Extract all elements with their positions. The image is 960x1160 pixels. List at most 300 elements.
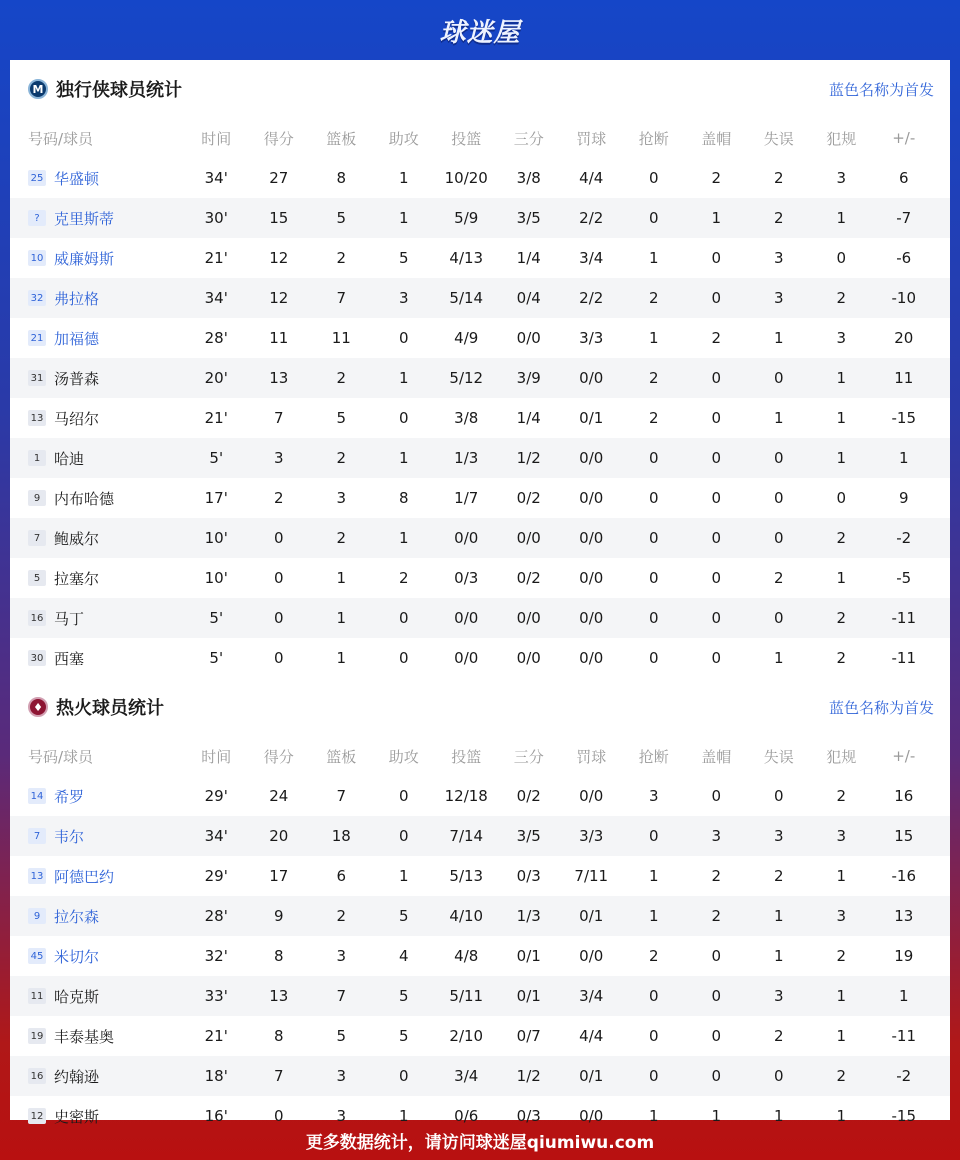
stat-cell: 12 xyxy=(269,289,289,307)
stat-cell: 2 xyxy=(773,1027,784,1045)
stat-cell: 3/8 xyxy=(516,169,541,187)
stat-cell: 3 xyxy=(836,169,847,187)
stat-cell: 1 xyxy=(336,649,347,667)
stat-cell: 1 xyxy=(648,907,659,925)
stat-cell: 1 xyxy=(773,649,784,667)
column-header[interactable]: 时间 xyxy=(201,747,232,766)
stat-cell: 4/10 xyxy=(449,907,484,925)
stat-cell: 5/11 xyxy=(449,987,484,1005)
jersey-number-badge: 9 xyxy=(28,490,46,506)
stat-cell: 2 xyxy=(336,529,347,547)
player-row[interactable] xyxy=(10,598,950,638)
stat-cell: 5 xyxy=(336,1027,347,1045)
player-row[interactable] xyxy=(10,478,950,518)
stat-cell: 2/10 xyxy=(449,1027,484,1045)
stat-cell: 1 xyxy=(398,369,409,387)
stat-cell: -2 xyxy=(896,1067,912,1085)
stat-cell: 15 xyxy=(894,827,914,845)
column-header[interactable]: 犯规 xyxy=(826,129,857,148)
stat-cell: 0/0 xyxy=(516,529,541,547)
stat-cell: 27 xyxy=(269,169,289,187)
player-cell xyxy=(10,168,185,189)
player-name[interactable]: 米切尔 xyxy=(54,947,100,966)
stat-cell: 0/3 xyxy=(454,569,479,587)
stat-cell: 1 xyxy=(836,1107,847,1125)
stat-cell: 28' xyxy=(204,329,228,347)
column-header[interactable]: +/- xyxy=(892,747,916,765)
stat-cell: 34' xyxy=(204,827,228,845)
player-row[interactable] xyxy=(10,976,950,1016)
player-cell xyxy=(10,368,185,389)
stat-cell: 9 xyxy=(273,907,284,925)
stat-cell: 3/4 xyxy=(454,1067,479,1085)
stat-cell: 2 xyxy=(836,609,847,627)
jersey-number-badge: 13 xyxy=(28,868,46,884)
stat-cell: 0 xyxy=(836,249,847,267)
stat-cell: 0/0 xyxy=(579,529,604,547)
stat-cell: 7 xyxy=(273,1067,284,1085)
column-header[interactable]: 时间 xyxy=(201,129,232,148)
stat-cell: 24 xyxy=(269,787,289,805)
stat-cell: 0/0 xyxy=(579,787,604,805)
jersey-number-badge: 5 xyxy=(28,570,46,586)
stat-cell: 2 xyxy=(648,947,659,965)
stat-cell: 5' xyxy=(209,609,224,627)
stat-cell: 1/3 xyxy=(454,449,479,467)
player-cell xyxy=(10,248,185,269)
player-row[interactable] xyxy=(10,158,950,198)
stat-cell: 3 xyxy=(273,449,284,467)
stat-cell: 11 xyxy=(331,329,351,347)
stat-cell: 2 xyxy=(711,907,722,925)
jersey-number-badge: 31 xyxy=(28,370,46,386)
stat-cell: 1 xyxy=(898,987,909,1005)
player-name[interactable]: 拉塞尔 xyxy=(54,569,100,588)
player-name[interactable]: 韦尔 xyxy=(54,827,85,846)
player-name[interactable]: 克里斯蒂 xyxy=(54,209,115,228)
stat-cell: 0 xyxy=(711,529,722,547)
player-row[interactable] xyxy=(10,558,950,598)
player-row[interactable] xyxy=(10,278,950,318)
stat-cell: 1 xyxy=(398,209,409,227)
stat-cell: 0/6 xyxy=(454,1107,479,1125)
stat-cell: 3 xyxy=(336,1107,347,1125)
stat-cell: 2 xyxy=(836,649,847,667)
stat-cell: 12/18 xyxy=(444,787,488,805)
stat-cell: 0 xyxy=(273,609,284,627)
stat-cell: -15 xyxy=(891,1107,916,1125)
stat-cell: 0 xyxy=(398,787,409,805)
stat-cell: 0/1 xyxy=(516,947,541,965)
stat-cell: 3 xyxy=(336,489,347,507)
stat-cell: 2 xyxy=(648,369,659,387)
jersey-number-badge: ? xyxy=(28,210,46,226)
player-cell xyxy=(10,906,185,927)
stat-cell: 1 xyxy=(398,529,409,547)
stat-cell: 0 xyxy=(711,249,722,267)
stat-cell: 3 xyxy=(836,907,847,925)
player-name[interactable]: 史密斯 xyxy=(54,1107,100,1126)
stat-cell: 1 xyxy=(836,209,847,227)
column-header[interactable]: 得分 xyxy=(263,129,294,148)
stat-cell: 21' xyxy=(204,249,228,267)
player-row[interactable] xyxy=(10,936,950,976)
jersey-number-badge: 32 xyxy=(28,290,46,306)
player-row[interactable] xyxy=(10,318,950,358)
column-header[interactable]: 抢断 xyxy=(638,747,669,766)
stat-cell: 0/0 xyxy=(579,649,604,667)
stat-cell: 2 xyxy=(836,947,847,965)
column-header[interactable]: 三分 xyxy=(513,129,544,148)
stat-cell: 0 xyxy=(711,569,722,587)
stat-cell: 5' xyxy=(209,449,224,467)
stat-cell: 7 xyxy=(336,289,347,307)
stat-cell: 5/9 xyxy=(454,209,479,227)
column-header[interactable]: 三分 xyxy=(513,747,544,766)
stat-cell: 1 xyxy=(648,329,659,347)
stat-cell: 1 xyxy=(336,609,347,627)
player-name[interactable]: 希罗 xyxy=(54,787,85,806)
stat-cell: -6 xyxy=(896,249,912,267)
stat-cell: 13 xyxy=(269,987,289,1005)
stat-cell: 3/3 xyxy=(579,329,604,347)
player-cell xyxy=(10,448,185,469)
player-name[interactable]: 鲍威尔 xyxy=(54,529,100,548)
stat-cell: 2 xyxy=(836,289,847,307)
player-row[interactable] xyxy=(10,638,950,678)
jersey-number-badge: 14 xyxy=(28,788,46,804)
starter-note: 蓝色名称为首发 xyxy=(828,80,934,99)
player-name[interactable]: 加福德 xyxy=(54,329,100,348)
player-cell xyxy=(10,986,185,1007)
stat-cell: 0 xyxy=(648,1067,659,1085)
player-name[interactable]: 哈克斯 xyxy=(54,987,100,1006)
stat-cell: 0 xyxy=(648,449,659,467)
mavericks-logo-icon: M xyxy=(28,79,48,99)
stat-cell: 12 xyxy=(269,249,289,267)
stat-cell: 3 xyxy=(773,249,784,267)
player-name[interactable]: 弗拉格 xyxy=(54,289,100,308)
stat-cell: 2 xyxy=(711,867,722,885)
stat-cell: -11 xyxy=(891,609,916,627)
stat-cell: 0/2 xyxy=(516,569,541,587)
stat-cell: 0 xyxy=(711,649,722,667)
stat-cell: 0 xyxy=(773,609,784,627)
stat-cell: 32' xyxy=(204,947,228,965)
stat-cell: 5/12 xyxy=(449,369,484,387)
column-header[interactable]: 失误 xyxy=(763,129,794,148)
stat-cell: 0/1 xyxy=(579,907,604,925)
stat-cell: 6 xyxy=(336,867,347,885)
player-name[interactable]: 约翰逊 xyxy=(54,1067,100,1086)
stat-cell: 1 xyxy=(773,409,784,427)
player-name[interactable]: 马丁 xyxy=(54,609,85,628)
stat-cell: 3/4 xyxy=(579,987,604,1005)
jersey-number-badge: 19 xyxy=(28,1028,46,1044)
stat-cell: -11 xyxy=(891,1027,916,1045)
section-header xyxy=(10,678,950,736)
stat-cell: 0/0 xyxy=(454,649,479,667)
brand-logo[interactable]: 球迷屋 xyxy=(439,17,521,48)
stat-cell: 17' xyxy=(204,489,228,507)
stat-cell: 10' xyxy=(204,529,228,547)
player-name[interactable]: 内布哈德 xyxy=(54,489,115,508)
stat-cell: 10/20 xyxy=(444,169,488,187)
player-row[interactable] xyxy=(10,1056,950,1096)
player-cell xyxy=(10,866,185,887)
stat-cell: 1 xyxy=(398,169,409,187)
stat-cell: 19 xyxy=(894,947,914,965)
stat-cell: 3 xyxy=(398,289,409,307)
player-name[interactable]: 华盛顿 xyxy=(54,169,100,188)
stat-cell: 1 xyxy=(836,867,847,885)
footer-link[interactable]: 更多数据统计，请访问球迷屋qiumiwu.com xyxy=(305,1132,655,1153)
stat-cell: 1 xyxy=(648,249,659,267)
stat-cell: 3/4 xyxy=(579,249,604,267)
stat-cell: 1 xyxy=(836,569,847,587)
stat-cell: 0/3 xyxy=(516,1107,541,1125)
stat-cell: 1/7 xyxy=(454,489,479,507)
jersey-number-badge: 45 xyxy=(28,948,46,964)
player-row[interactable] xyxy=(10,438,950,478)
jersey-number-badge: 10 xyxy=(28,250,46,266)
player-cell xyxy=(10,1066,185,1087)
stat-cell: 1 xyxy=(836,449,847,467)
player-cell xyxy=(10,608,185,629)
stat-cell: 3 xyxy=(773,987,784,1005)
stat-cell: 1 xyxy=(773,1107,784,1125)
player-row[interactable] xyxy=(10,198,950,238)
player-row[interactable] xyxy=(10,896,950,936)
player-row[interactable] xyxy=(10,1016,950,1056)
stat-cell: 33' xyxy=(204,987,228,1005)
column-header[interactable]: 盖帽 xyxy=(701,129,732,148)
column-header[interactable]: 罚球 xyxy=(576,747,607,766)
stat-cell: 9 xyxy=(898,489,909,507)
stat-cell: 0 xyxy=(648,609,659,627)
stat-cell: 2 xyxy=(648,289,659,307)
stat-cell: 17 xyxy=(269,867,289,885)
stat-cell: 3 xyxy=(711,827,722,845)
stat-cell: 3/5 xyxy=(516,209,541,227)
section-title: 独行侠球员统计 xyxy=(56,80,182,101)
jersey-number-badge: 7 xyxy=(28,828,46,844)
stat-cell: 0 xyxy=(711,987,722,1005)
stat-cell: 2/2 xyxy=(579,289,604,307)
stat-cell: 1/2 xyxy=(516,1067,541,1085)
stat-cell: 0/0 xyxy=(579,609,604,627)
stat-cell: 5/14 xyxy=(449,289,484,307)
stat-cell: 28' xyxy=(204,907,228,925)
column-header[interactable]: 失误 xyxy=(763,747,794,766)
column-header[interactable]: 助攻 xyxy=(388,747,419,766)
stat-cell: 0 xyxy=(648,987,659,1005)
stat-cell: 1 xyxy=(398,867,409,885)
player-row[interactable] xyxy=(10,816,950,856)
column-header[interactable]: 篮板 xyxy=(326,747,357,766)
stat-cell: 0 xyxy=(711,1067,722,1085)
stat-cell: 11 xyxy=(269,329,289,347)
player-row[interactable] xyxy=(10,856,950,896)
stat-cell: 2 xyxy=(773,867,784,885)
player-cell xyxy=(10,786,185,807)
stat-cell: 13 xyxy=(269,369,289,387)
player-cell xyxy=(10,528,185,549)
stat-cell: 0/0 xyxy=(454,609,479,627)
stat-cell: 3/3 xyxy=(579,827,604,845)
stat-cell: 2 xyxy=(273,489,284,507)
stat-cell: 0 xyxy=(398,827,409,845)
jersey-number-badge: 21 xyxy=(28,330,46,346)
stat-cell: 4/8 xyxy=(454,947,479,965)
stat-cell: 16 xyxy=(894,787,914,805)
player-name[interactable]: 西塞 xyxy=(54,649,85,668)
stat-cell: 4/4 xyxy=(579,1027,604,1045)
player-row[interactable] xyxy=(10,238,950,278)
stat-cell: 5 xyxy=(336,209,347,227)
stat-cell: 2 xyxy=(648,409,659,427)
stat-cell: 4/9 xyxy=(454,329,479,347)
player-row[interactable] xyxy=(10,518,950,558)
column-header[interactable]: +/- xyxy=(892,129,916,147)
column-header[interactable]: 助攻 xyxy=(388,129,419,148)
column-header[interactable]: 得分 xyxy=(263,747,294,766)
jersey-number-badge: 9 xyxy=(28,908,46,924)
player-row[interactable] xyxy=(10,398,950,438)
stat-cell: 0 xyxy=(648,1027,659,1045)
stat-cell: 1 xyxy=(773,947,784,965)
stat-cell: 0/0 xyxy=(579,569,604,587)
stat-cell: 0/0 xyxy=(516,649,541,667)
heat-logo-icon: ♦ xyxy=(28,697,48,717)
stat-cell: 1 xyxy=(648,1107,659,1125)
section-header xyxy=(10,60,950,118)
stat-cell: 0 xyxy=(398,1067,409,1085)
stat-cell: 0/1 xyxy=(516,987,541,1005)
stat-cell: 0 xyxy=(648,649,659,667)
stat-cell: 1 xyxy=(898,449,909,467)
stat-cell: 2 xyxy=(773,169,784,187)
stat-cell: 2 xyxy=(836,529,847,547)
stats-panel xyxy=(10,60,950,1126)
stat-cell: 2 xyxy=(336,369,347,387)
stat-cell: 0 xyxy=(648,529,659,547)
stat-cell: 0 xyxy=(773,449,784,467)
stat-cell: 0 xyxy=(273,529,284,547)
stat-cell: 0 xyxy=(648,827,659,845)
stat-cell: 4/4 xyxy=(579,169,604,187)
stat-cell: 1 xyxy=(836,369,847,387)
stat-cell: 0/0 xyxy=(516,329,541,347)
player-name[interactable]: 丰泰基奥 xyxy=(54,1027,115,1046)
stat-cell: 8 xyxy=(273,1027,284,1045)
stat-cell: 2 xyxy=(711,329,722,347)
stat-cell: 4 xyxy=(398,947,409,965)
stat-cell: -10 xyxy=(891,289,916,307)
player-name[interactable]: 马绍尔 xyxy=(54,409,100,428)
player-row[interactable] xyxy=(10,358,950,398)
player-name[interactable]: 哈迪 xyxy=(54,449,85,468)
stat-cell: 0 xyxy=(398,409,409,427)
stat-cell: 5' xyxy=(209,649,224,667)
column-header[interactable]: 号码/球员 xyxy=(28,129,94,148)
column-header[interactable]: 篮板 xyxy=(326,129,357,148)
stat-cell: 0 xyxy=(398,649,409,667)
stat-cell: 0 xyxy=(773,369,784,387)
column-header[interactable]: 投篮 xyxy=(451,129,482,148)
stat-cell: 8 xyxy=(398,489,409,507)
stat-cell: 0/2 xyxy=(516,787,541,805)
column-header[interactable]: 抢断 xyxy=(638,129,669,148)
player-name[interactable]: 阿德巴约 xyxy=(54,867,115,886)
stat-cell: 0 xyxy=(711,609,722,627)
stat-cell: 7 xyxy=(273,409,284,427)
player-name[interactable]: 威廉姆斯 xyxy=(54,249,115,268)
stat-cell: 5/13 xyxy=(449,867,484,885)
stat-cell: 29' xyxy=(204,787,228,805)
stat-cell: 1 xyxy=(836,1027,847,1045)
stat-cell: 0/0 xyxy=(579,947,604,965)
stat-cell: 1/2 xyxy=(516,449,541,467)
stat-cell: 1 xyxy=(336,569,347,587)
column-header[interactable]: 犯规 xyxy=(826,747,857,766)
stat-cell: 0 xyxy=(648,489,659,507)
column-header[interactable]: 号码/球员 xyxy=(28,747,94,766)
jersey-number-badge: 16 xyxy=(28,1068,46,1084)
stat-cell: -16 xyxy=(891,867,916,885)
stat-cell: 2 xyxy=(336,449,347,467)
stat-cell: 10' xyxy=(204,569,228,587)
stat-cell: 0 xyxy=(711,947,722,965)
stat-cell: 2 xyxy=(836,1067,847,1085)
column-header[interactable]: 罚球 xyxy=(576,129,607,148)
stat-cell: 34' xyxy=(204,289,228,307)
jersey-number-badge: 12 xyxy=(28,1108,46,1124)
column-header[interactable]: 投篮 xyxy=(451,747,482,766)
jersey-number-badge: 13 xyxy=(28,410,46,426)
stat-cell: 7/11 xyxy=(574,867,609,885)
player-name[interactable]: 拉尔森 xyxy=(54,907,100,926)
player-row[interactable] xyxy=(10,776,950,816)
column-header[interactable]: 盖帽 xyxy=(701,747,732,766)
stat-cell: 0 xyxy=(773,1067,784,1085)
stat-cell: 5 xyxy=(398,987,409,1005)
player-cell xyxy=(10,568,185,589)
stat-cell: 30' xyxy=(204,209,228,227)
stat-cell: 1 xyxy=(648,867,659,885)
stat-cell: 20 xyxy=(894,329,914,347)
stat-cell: 0/2 xyxy=(516,489,541,507)
section-title: 热火球员统计 xyxy=(56,698,164,719)
stat-cell: 0/0 xyxy=(516,609,541,627)
stat-cell: 1 xyxy=(398,449,409,467)
stat-cell: 0 xyxy=(648,209,659,227)
jersey-number-badge: 1 xyxy=(28,450,46,466)
stat-cell: 0 xyxy=(648,169,659,187)
stat-cell: 3 xyxy=(336,947,347,965)
stat-cell: 0 xyxy=(711,1027,722,1045)
stat-cell: 0 xyxy=(648,569,659,587)
stat-cell: 8 xyxy=(273,947,284,965)
player-cell xyxy=(10,826,185,847)
player-cell xyxy=(10,328,185,349)
stat-cell: 4/13 xyxy=(449,249,484,267)
player-name[interactable]: 汤普森 xyxy=(54,369,100,388)
stat-cell: 18' xyxy=(204,1067,228,1085)
stat-cell: 2/2 xyxy=(579,209,604,227)
stat-cell: 0/3 xyxy=(516,867,541,885)
stat-cell: 0/0 xyxy=(579,449,604,467)
